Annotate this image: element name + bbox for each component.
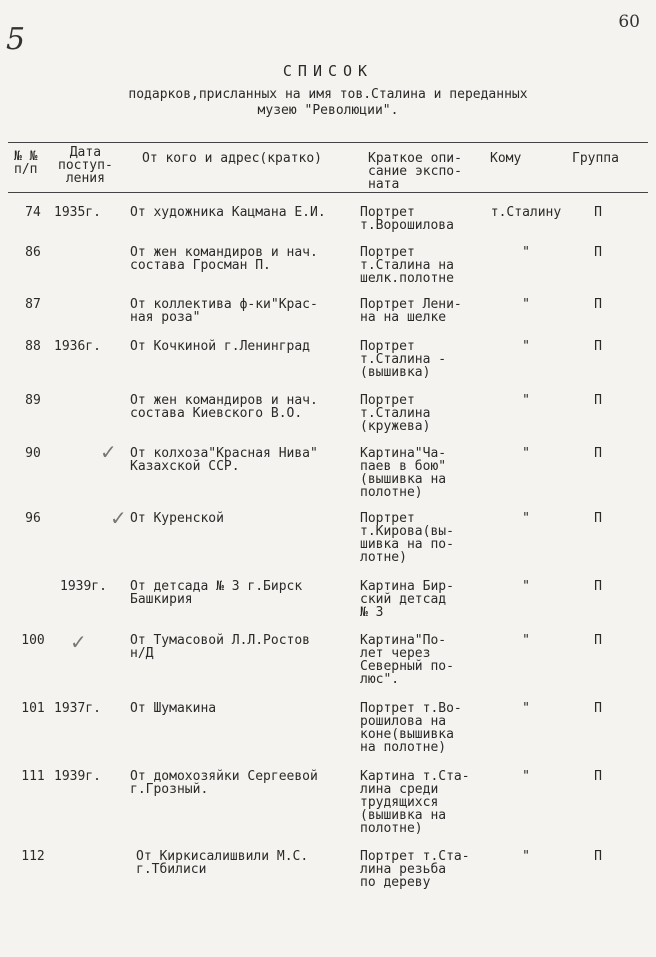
row-from: От художника Кацмана Е.И.: [130, 205, 326, 220]
row-recipient: ": [522, 297, 530, 312]
row-description: Картина"Ча- паев в бою" (вышивка на полотне): [360, 446, 447, 500]
header-date: Дата поступ- ления: [58, 145, 113, 186]
row-description: Картина т.Ста- лина среди трудящихся (вышивка на полотне): [360, 769, 470, 836]
row-group: П: [594, 769, 602, 784]
header-desc: Краткое опи- сание экспо- ната: [368, 151, 462, 192]
row-description: Картина Бир- ский детсад № 3: [360, 579, 454, 620]
checkmark-icon: ✓: [110, 506, 127, 530]
row-description: Портрет Лени- на на шелке: [360, 297, 462, 325]
document-title: СПИСОК: [282, 62, 374, 80]
row-number: 90: [25, 446, 41, 461]
row-recipient: ": [522, 393, 530, 408]
row-description: Портрет т.Во- рошилова на коне(вышивка на полотне): [360, 701, 462, 755]
row-from: От детсада № 3 г.Бирск Башкирия: [130, 579, 303, 607]
row-group: П: [594, 205, 602, 220]
row-recipient: т.Сталину: [490, 205, 562, 220]
row-group: П: [594, 701, 602, 716]
row-number: 74: [25, 205, 41, 220]
subtitle-line-1: подарков,присланных на имя тов.Сталина и переданных: [128, 87, 528, 102]
page-number-left: 5: [6, 22, 26, 57]
row-description: Портрет т.Кирова(вы- шивка на по- лотне): [360, 511, 454, 565]
row-group: П: [594, 511, 602, 526]
header-group: Группа: [572, 151, 619, 166]
page-number-right: 60: [618, 12, 640, 32]
row-recipient: ": [522, 633, 530, 648]
row-group: П: [594, 393, 602, 408]
row-from: От коллектива ф-ки"Крас- ная роза": [130, 297, 318, 325]
row-group: П: [594, 446, 602, 461]
row-group: П: [594, 339, 602, 354]
table-top-rule: [8, 142, 648, 143]
row-number: 111: [21, 769, 45, 784]
row-from: От жен командиров и нач. состава Киевского В.О.: [130, 393, 318, 421]
row-description: Портрет т.Сталина на шелк.полотне: [360, 245, 454, 286]
row-recipient: ": [522, 245, 530, 260]
row-description: Портрет т.Сталина (кружева): [360, 393, 431, 434]
row-number: 89: [25, 393, 41, 408]
row-recipient: ": [522, 701, 530, 716]
row-from: От колхоза"Красная Нива" Казахской ССР.: [130, 446, 318, 474]
row-recipient: ": [522, 769, 530, 784]
row-description: Портрет т.Ста- лина резьба по дереву: [360, 849, 470, 890]
row-date: 1935г.: [54, 205, 101, 220]
row-date: 1937г.: [54, 701, 101, 716]
row-number: 100: [21, 633, 45, 648]
row-from: От Шумакина: [130, 701, 217, 716]
row-number: 112: [21, 849, 45, 864]
row-group: П: [594, 849, 602, 864]
row-number: 96: [25, 511, 41, 526]
row-recipient: ": [522, 511, 530, 526]
row-recipient: ": [522, 579, 530, 594]
checkmark-icon: ✓: [100, 440, 117, 464]
row-group: П: [594, 579, 602, 594]
row-group: П: [594, 633, 602, 648]
row-group: П: [594, 297, 602, 312]
header-num: № № п/п: [14, 149, 38, 177]
row-number: 88: [25, 339, 41, 354]
row-recipient: ": [522, 446, 530, 461]
header-from: От кого и адрес(кратко): [142, 151, 323, 166]
row-description: Картина"По- лет через Северный по- люс".: [360, 633, 454, 687]
row-number: 86: [25, 245, 41, 260]
row-from: От домохозяйки Сергеевой г.Грозный.: [130, 769, 318, 797]
row-recipient: ": [522, 339, 530, 354]
row-from: От Тумасовой Л.Л.Ростов н/Д: [130, 633, 311, 661]
row-recipient: ": [522, 849, 530, 864]
row-description: Портрет т.Сталина - (вышивка): [360, 339, 447, 380]
row-number: 87: [25, 297, 41, 312]
row-date: 1936г.: [54, 339, 101, 354]
row-date: 1939г.: [54, 769, 101, 784]
row-description: Портрет т.Ворошилова: [360, 205, 454, 233]
header-to: Кому: [490, 151, 522, 166]
row-number: 101: [21, 701, 45, 716]
checkmark-icon: ✓: [70, 630, 87, 654]
row-from: От Киркисалишвили М.С. г.Тбилиси: [136, 849, 309, 877]
row-from: От жен командиров и нач. состава Гросман П.: [130, 245, 318, 273]
row-from: От Кочкиной г.Ленинград: [130, 339, 311, 354]
row-date: 1939г.: [60, 579, 107, 594]
row-from: От Куренской: [130, 511, 224, 526]
table-header-rule: [8, 192, 648, 193]
row-group: П: [594, 245, 602, 260]
subtitle-line-2: музею "Революции".: [257, 103, 399, 118]
